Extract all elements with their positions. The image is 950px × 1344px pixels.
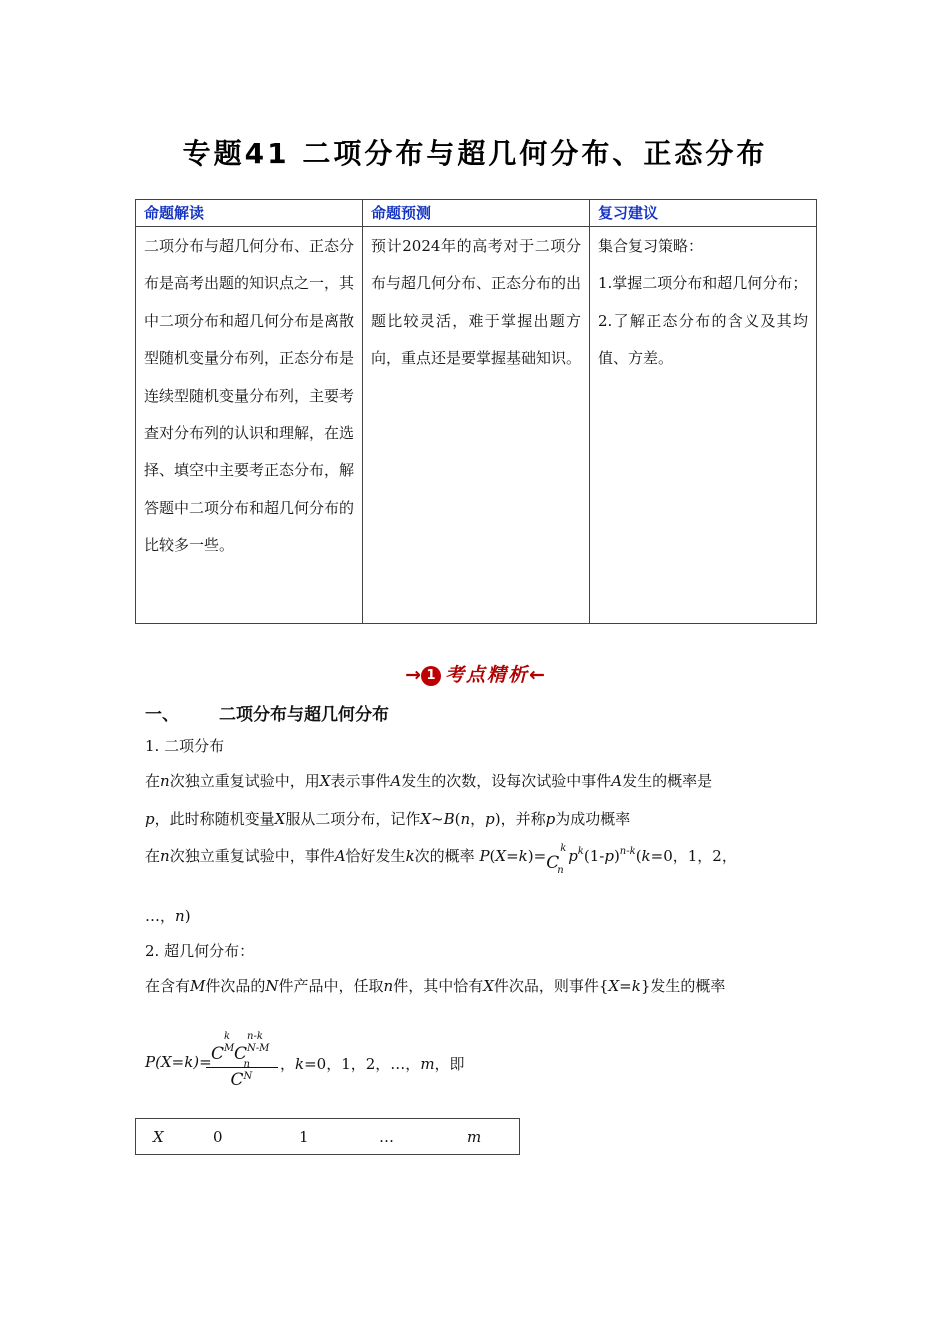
header-interpretation: 命题解读 [136, 200, 363, 227]
fraction-denominator: C n N [230, 1059, 253, 1090]
hyper-formula-lhs: P(X=k)= [145, 1053, 212, 1071]
intro-header-row [136, 200, 817, 227]
dist-cell: 0 [213, 1119, 299, 1155]
binomial-line-1: 在n次独立重复试验中，用X表示事件A发生的次数，设每次试验中事件A发生的概率是 [145, 772, 713, 790]
header-prediction: 命题预测 [363, 200, 590, 227]
binomial-title: 1. 二项分布 [145, 737, 225, 755]
fraction-numerator: C k M C n-k N-M [210, 1031, 270, 1064]
binomial-formula: P(X=k)= C k n $p^k(1-p)^{n-k}(k=0$，1，2， [479, 843, 737, 876]
advice-line: 1.掌握二项分布和超几何分布； [598, 274, 808, 293]
section-number-badge: 1 [421, 666, 441, 686]
section-banner [0, 660, 950, 687]
binomial-line-3: 在n次独立重复试验中，事件A恰好发生k次的概率 P(X=k)= C k n $p^k(1-p)^{n-k}(k=0$，1，2， [145, 843, 737, 876]
page-title: 专题41 二项分布与超几何分布、正态分布 [182, 137, 768, 170]
distribution-row [136, 1119, 520, 1155]
intro-table [135, 199, 817, 624]
advice-cell [590, 227, 817, 624]
hyper-fraction [206, 1031, 278, 1090]
arrow-right-icon: → [405, 664, 421, 686]
advice-line: 集合复习策略： [598, 237, 704, 255]
dist-cell: m [467, 1119, 520, 1155]
hyper-formula-tail: ，k=0，1，2，…，m，即 [280, 1055, 465, 1073]
dist-cell: 1 [299, 1119, 379, 1155]
prediction-text: 预计2024年的高考对于二项分布与超几何分布、正态分布的出题比较灵活，难于掌握出题方向，重点还是要掌握基础知识。 [363, 227, 590, 624]
hyper-line-1: 在含有M件次品的N件产品中，任取n件，其中恰有X件次品，则事件{X=k}发生的概率 [145, 977, 726, 995]
binomial-line-2: p，此时称随机变量X服从二项分布，记作X~B(n，p)，并称p为成功概率 [145, 810, 631, 828]
dist-cell: … [379, 1119, 467, 1155]
dist-cell: X [136, 1119, 214, 1155]
binomial-line-4: …，n) [145, 907, 191, 925]
interpretation-text: 二项分布与超几何分布、正态分布是高考出题的知识点之一，其中二项分布和超几何分布是离散型随机变量分布列，正态分布是连续型随机变量分布列，主要考查对分布列的认识和理解，在选择、填空中主要考正态分布，解答题中二项分布和超几何分布的比较多一些。 [136, 227, 363, 624]
arrow-left-icon: ← [529, 664, 545, 686]
section-heading [145, 700, 389, 725]
advice-line: 2.了解正态分布的含义及其均值、方差。 [598, 311, 808, 368]
hyper-title: 2. 超几何分布： [145, 942, 255, 960]
section-banner-text: 考点精析 [444, 664, 529, 686]
heading-number: 一、 [145, 705, 179, 725]
header-advice: 复习建议 [590, 200, 817, 227]
fraction-bar [206, 1067, 278, 1068]
intro-body-row [136, 227, 817, 624]
heading-text: 二项分布与超几何分布 [219, 705, 389, 725]
distribution-table [135, 1118, 520, 1155]
